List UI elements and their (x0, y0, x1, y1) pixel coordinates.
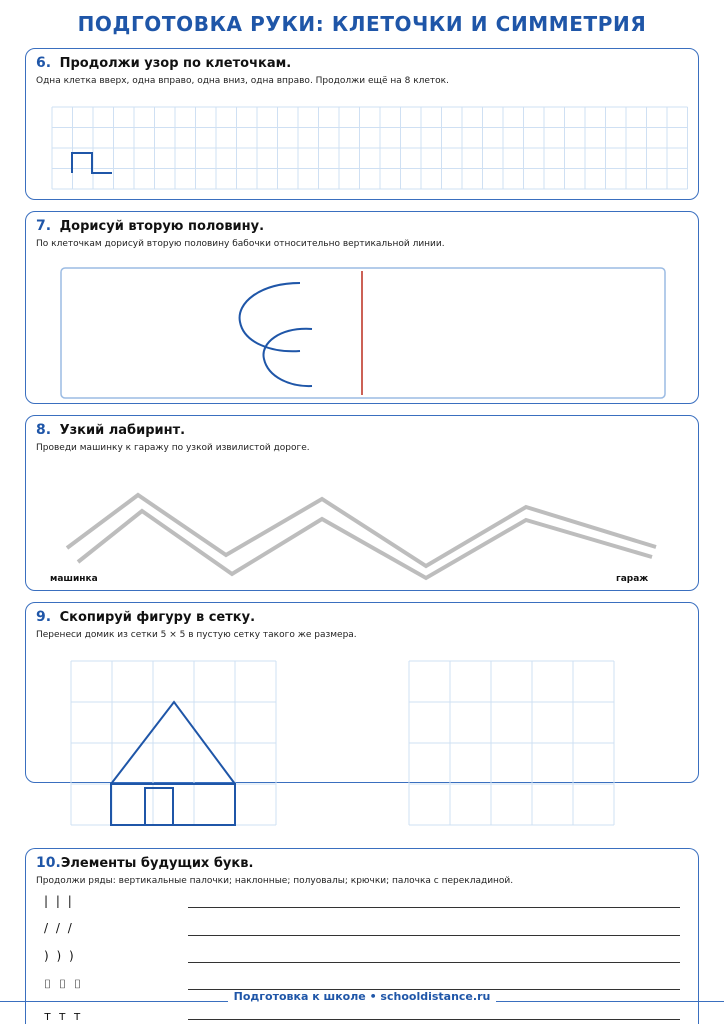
task-6-pattern-grid[interactable] (50, 105, 690, 195)
house-figure (111, 702, 235, 825)
write-line-3[interactable] (188, 962, 680, 963)
task-6-title: Продолжи узор по клеточкам. (59, 56, 292, 71)
house-source-grid (70, 660, 276, 846)
footer (0, 990, 724, 1003)
maze-road[interactable] (26, 486, 700, 596)
write-line-1[interactable] (188, 907, 680, 908)
task-10-description: Продолжи ряды: вертикальные палочки; наклонные; полуовалы; крючки; палочка с перекладиной. (36, 876, 514, 886)
task-7-drawing-area[interactable] (60, 267, 666, 399)
task-10-number: 10. (36, 855, 61, 871)
task-8-card (25, 415, 699, 591)
task-10-header (36, 855, 253, 871)
pattern-start-stroke (72, 153, 112, 173)
task-6-number: 6. (36, 55, 52, 71)
task-9-description: Перенеси домик из сетки 5 × 5 в пустую сетку такого же размера. (36, 630, 357, 640)
task-9-number: 9. (36, 609, 52, 625)
letter-row-slanted: / / / (44, 921, 74, 935)
task-8-header (36, 422, 185, 438)
letter-row-hooks: ⌷ ⌷ ⌷ (44, 977, 84, 991)
write-line-5[interactable] (188, 1019, 680, 1020)
task-8-title: Узкий лабиринт. (59, 423, 186, 438)
task-6-header (36, 55, 291, 71)
letter-row-crossbar: т т т (44, 1009, 83, 1023)
letter-row-ovals: ) ) ) (44, 949, 76, 963)
task-7-card (25, 211, 699, 404)
task-6-card (25, 48, 699, 200)
task-9-header (36, 609, 255, 625)
task-7-description: По клеточкам дорисуй вторую половину бабочки относительно вертикальной линии. (36, 239, 445, 249)
task-7-number: 7. (36, 218, 52, 234)
task-10-title: Элементы будущих букв. (60, 856, 254, 871)
task-7-header (36, 218, 264, 234)
task-6-description: Одна клетка вверх, одна вправо, одна вниз, одна вправо. Продолжи ещё на 8 клеток. (36, 76, 449, 86)
task-8-description: Проведи машинку к гаражу по узкой извилистой дороге. (36, 443, 310, 453)
write-line-2[interactable] (188, 935, 680, 936)
maze-start-label: машинка (50, 574, 98, 584)
task-9-title: Скопируй фигуру в сетку. (59, 610, 256, 625)
task-8-number: 8. (36, 422, 52, 438)
page-title: ПОДГОТОВКА РУКИ: КЛЕТОЧКИ И СИММЕТРИЯ (77, 12, 647, 36)
footer-text: Подготовка к школе • schooldistance.ru (228, 990, 497, 1003)
house-copy-grid[interactable] (408, 660, 614, 846)
maze-end-label: гараж (616, 574, 649, 584)
symmetry-frame (61, 268, 665, 398)
letter-row-vertical: | | | (44, 894, 74, 908)
task-7-title: Дорисуй вторую половину. (59, 219, 265, 234)
